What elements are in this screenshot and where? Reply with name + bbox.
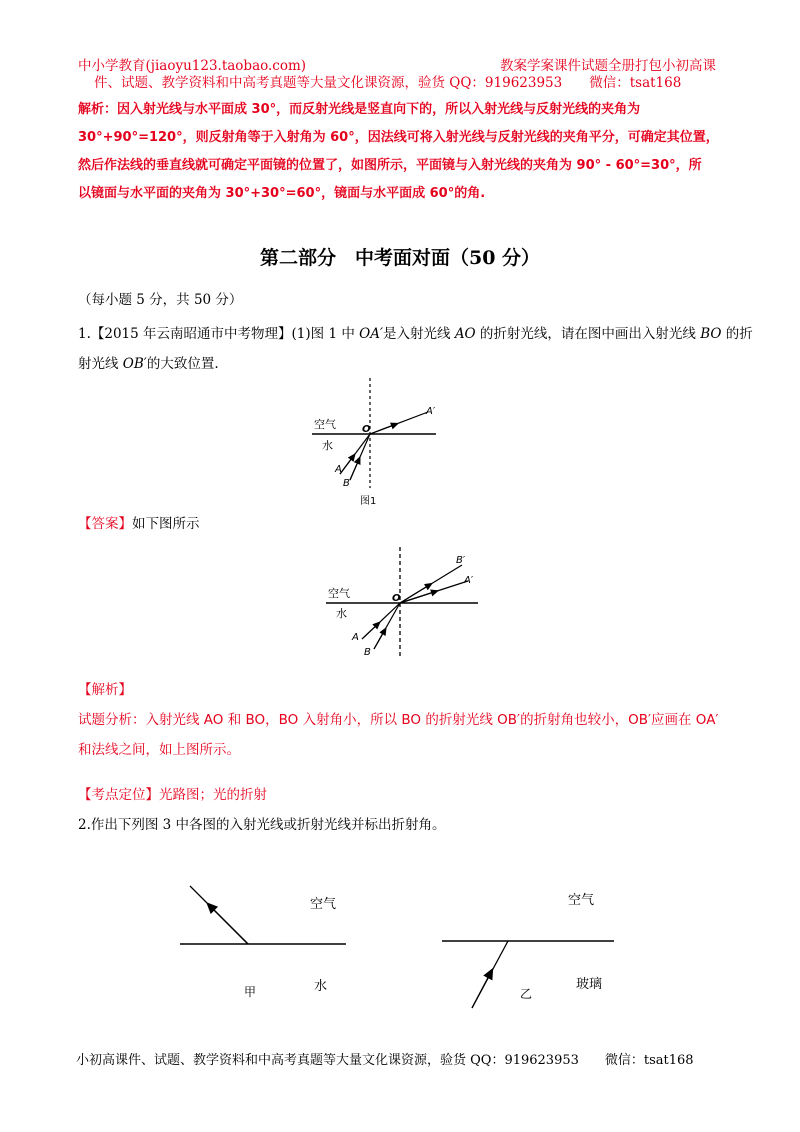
right-air-label: 空气 bbox=[568, 893, 595, 908]
kaodian-label: 【考点定位】 bbox=[78, 787, 159, 803]
q1-text: 是入射光线 bbox=[383, 326, 455, 342]
right-glass-label: 玻璃 bbox=[576, 977, 603, 992]
answer-line bbox=[78, 514, 200, 534]
answer-text: 如下图所示 bbox=[132, 516, 200, 532]
ray-ao-arrow bbox=[340, 454, 355, 474]
ray-bo-arrow bbox=[374, 628, 386, 649]
header-left: 中小学教育(jiaoyu123.taobao.com) bbox=[78, 58, 307, 74]
left-tag: 甲 bbox=[244, 985, 257, 999]
ray-oa-prime-arrow bbox=[370, 423, 398, 434]
right-tag: 乙 bbox=[520, 987, 533, 1001]
ray-oa-prime-arrow bbox=[400, 591, 438, 603]
score-note: （每小题 5 分，共 50 分） bbox=[78, 292, 243, 308]
header-line2: 件、试题、教学资料和中高考真题等大量文化课资源，验货 QQ：919623953 微信：tsat168 bbox=[94, 75, 682, 91]
analysis-label: 【解析】 bbox=[78, 682, 132, 698]
analysis-line2: 和法线之间，如上图所示。 bbox=[78, 742, 240, 758]
label-a-prime: A′ bbox=[464, 575, 474, 586]
label-b: B bbox=[343, 478, 350, 489]
ray-ao-arrow bbox=[362, 622, 380, 639]
section-title: 第二部分 中考面对面（50 分） bbox=[259, 247, 541, 269]
figure-2 bbox=[318, 545, 488, 663]
footer: 小初高课件、试题、教学资料和中高考真题等大量文化课资源，验货 QQ：919623953 微信：tsat168 bbox=[76, 1053, 694, 1068]
label-b-prime: B′ bbox=[456, 555, 466, 566]
q2-text: 2.作出下列图 3 中各图的入射光线或折射光线并标出折射角。 bbox=[78, 817, 446, 833]
q1-text: 射光线 bbox=[78, 356, 123, 372]
q1-ob: OB′ bbox=[122, 356, 147, 372]
q1-text: 的大致位置. bbox=[146, 356, 219, 372]
ray-bo-arrow bbox=[350, 457, 360, 480]
q1-bo: BO bbox=[700, 326, 722, 342]
label-b: B bbox=[364, 647, 371, 658]
left-water-label: 水 bbox=[314, 979, 328, 994]
prev-analysis-line: 以镜面与水平面的夹角为 30°+30°=60°，镜面与水平面成 60°的角. bbox=[78, 186, 486, 201]
q1-line2 bbox=[78, 354, 219, 374]
q1-text: 的折 bbox=[721, 326, 753, 342]
prev-analysis-line: 解析：因入射光线与水平面成 30°，而反射光线是竖直向下的，所以入射光线与反射光线的夹角为 bbox=[78, 102, 641, 117]
right-ray-arrow bbox=[472, 970, 492, 1008]
figure-caption: 图1 bbox=[360, 496, 377, 506]
prev-analysis-line: 然后作法线的垂直线就可确定平面镜的位置了，如图所示，平面镜与入射光线的夹角为 90° - 60°=30°，所 bbox=[78, 158, 702, 173]
header-right: 教案学案课件试题全册打包小初高课 bbox=[500, 58, 716, 74]
label-water: 水 bbox=[336, 607, 347, 620]
label-o: O bbox=[362, 424, 371, 435]
answer-label: 【答案】 bbox=[78, 516, 132, 532]
q1-line1 bbox=[78, 324, 753, 344]
label-a: A bbox=[352, 632, 359, 643]
q1-ao: AO bbox=[454, 326, 476, 342]
label-a: A bbox=[335, 464, 342, 475]
label-air: 空气 bbox=[328, 587, 350, 600]
q1-text: 的折射光线，请在图中画出入射光线 bbox=[475, 326, 701, 342]
label-a-prime: A′ bbox=[426, 406, 436, 417]
figure-3 bbox=[170, 880, 630, 1015]
q1-oa: OA′ bbox=[359, 326, 384, 342]
figure-1 bbox=[300, 376, 450, 506]
left-air-label: 空气 bbox=[310, 897, 337, 912]
label-o: O bbox=[392, 593, 401, 604]
label-water: 水 bbox=[322, 439, 333, 452]
left-ray-arrow bbox=[208, 904, 248, 944]
prev-analysis bbox=[78, 96, 719, 208]
kaodian-text: 光路图；光的折射 bbox=[159, 787, 267, 803]
prev-analysis-line: 30°+90°=120°，则反射角等于入射角为 60°，因法线可将入射光线与反射光线的夹角平分，可确定其位置， bbox=[78, 130, 719, 145]
label-air: 空气 bbox=[314, 418, 336, 431]
analysis-line1: 试题分析：入射光线 AO 和 BO，BO 入射角小，所以 BO 的折射光线 OB′的折射角也较小，OB′应画在 OA′ bbox=[78, 712, 719, 728]
ray-ob-prime-arrow bbox=[400, 583, 432, 603]
q1-text: 1.【2015 年云南昭通市中考物理】(1)图 1 中 bbox=[78, 326, 360, 342]
kaodian-line bbox=[78, 785, 267, 805]
